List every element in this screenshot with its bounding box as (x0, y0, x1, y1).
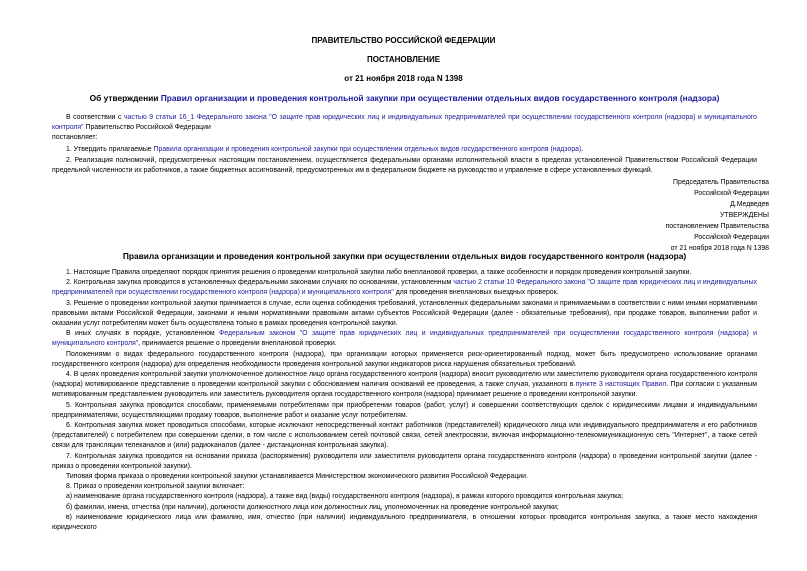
document-title: Об утверждении Правил организации и проведения контрольной закупки при осуществлении отдельных видов государственного контроля (надзора) (89, 93, 720, 103)
rule-5: 5. Контрольная закупка проводится способами, применяемыми потребителями при приобретении товаров (работ, услуг) и совершении соответствующих сделок с юридическими лицами и индивидуальными предпринимателями, осуществляющими продажу товаров, выполнение работ и оказание услуг потребителям. (52, 401, 757, 419)
signature-line-3: Д.Медведев (730, 201, 769, 208)
preamble: В соответствии с частью 9 статьи 16_1 Федерального закона "О защите прав юридических лиц и индивидуальных предпринимателей при осуществлении государственного контроля (надзора) и муниципального контроля" Правительство Российской Федерации постановляет: (52, 113, 757, 144)
rule-8: 8. Приказ о проведении контрольной закупки включает: (66, 483, 245, 491)
rules-title: Правила организации и проведения контрольной закупки при осуществлении отдельных видов государственного контроля (надзора) (122, 251, 687, 261)
signature-line-2: Российской Федерации (694, 190, 769, 197)
rules-link[interactable]: Правила организации и проведения контрольной закупки при осуществлении отдельных видов государственного контроля (надзора) (153, 146, 582, 153)
resolves-text: постановляет: (52, 134, 98, 142)
document-date-number: от 21 ноября 2018 года N 1398 (344, 74, 463, 83)
rule-7-form: Типовая форма приказа о проведении контрольной закупки устанавливается Министерством экономического развития Российской Федерации. (66, 473, 528, 481)
rule-6: 6. Контрольная закупка может проводиться способами, которые исключают непосредственный контакт работников (представителей) юридического лица или индивидуального предпринимателя и его работников (представителей) с потребителем при совершении сделки, в том числе с использованием сетей почтовой связи, сетей электросвязи, включая информационно-телекоммуникационную сеть "Интернет", а также сетей связи для трансляции телеканалов и (или) радиоканалов (далее - дистанционная контрольная закупка). (52, 422, 757, 450)
signature-block (666, 177, 770, 254)
federal-law-link[interactable]: Федеральным законом "О защите прав юридических лиц и индивидуальных предпринимателей при осуществлении государственного контроля (надзора) и муниципального контроля" (52, 330, 757, 348)
approved-line-4: от 21 ноября 2018 года N 1398 (670, 245, 769, 252)
rule-1: 1. Настоящие Правила определяют порядок принятия решения о проведении контрольной закупки либо внеплановой проверки, а также особенности и порядок проведения контрольной закупки. (66, 269, 692, 276)
rule-2-law-link[interactable]: частью 2 статьи 10 Федерального закона "О защите прав юридических лиц и индивидуальных предпринимателей при осуществлении государственного контроля (надзора) и муниципального контроля" (52, 279, 757, 297)
rule-3-other-cases: В иных случаях в порядке, установленном Федеральным законом "О защите прав юридических лиц и индивидуальных предпринимателей при осуществлении государственного контроля (надзора) и муниципального контроля", принимается решение о проведении внеплановой проверки. (52, 330, 757, 348)
item-1: 1. Утвердить прилагаемые Правила организации и проведения контрольной закупки при осуществлении отдельных видов государственного контроля (надзора). (66, 146, 584, 153)
rule-3-provisions: Положениями о видах федерального государственного контроля (надзора), при организации которых применяется риск-ориентированный подход, может быть предусмотрено использование органами государственного контроля (надзора) для определения необходимости проведения контрольной закупки индикаторов риска нарушения обязательных требований. (52, 350, 757, 368)
rule-8-a: а) наименование органа государственного контроля (надзора), а также вид (виды) государственного контроля (надзора), в рамках которого проводится контрольная закупка; (66, 493, 624, 501)
approved-line-2: постановлением Правительства (665, 223, 769, 230)
rule-8-c: в) наименование юридического лица или фамилию, имя, отчество (при наличии) индивидуального предпринимателя, в отношении которых проводится контрольная закупка, а также место нахождения юридического (52, 513, 757, 532)
item-2: 2. Реализация полномочий, предусмотренных настоящим постановлением, осуществляется федеральными органами исполнительной власти в пределах установленной Правительством Российской Федерации предельной численности их работников, а также бюджетных ассигнований, предусмотренных им в федеральном бюджете на руководство и управление в сфере установленных функций. (52, 157, 757, 175)
rule-7: 7. Контрольная закупка проводится на основании приказа (распоряжения) руководителя или заместителя руководителя органа государственного контроля (надзора) о проведении контрольной закупки (далее - приказ о проведении контрольной закупки). (52, 452, 757, 470)
government-header: ПРАВИТЕЛЬСТВО РОССИЙСКОЙ ФЕДЕРАЦИИ (311, 36, 496, 45)
approved-line-3: Российской Федерации (694, 234, 769, 241)
document-type: ПОСТАНОВЛЕНИЕ (366, 55, 441, 64)
law-article-link[interactable]: частью 9 статьи 16_1 Федерального закона "О защите прав юридических лиц и индивидуальных предпринимателей при осуществлении государственного контроля (надзора) и муниципального контроля" (52, 114, 757, 132)
rules-body (52, 268, 757, 533)
rule-4: 4. В целях проведения контрольной закупки уполномоченное должностное лицо органа государственного контроля (надзора) вносит руководителю или заместителю руководителя органа государственного контроля (надзора) мотивированное представление о проведении контрольной закупки с обоснованием наличия оснований ее проведения, а также случая, указанного в пункте 3 настоящих Правил. При согласии с указанным мотивированным представлением руководитель или заместитель руководителя органа государственного контроля (надзора) принимает решение о проведении контрольной закупки. (52, 371, 757, 399)
signature-line-1: Председатель Правительства (673, 179, 769, 186)
title-rules-link[interactable]: Правил организации и проведения контрольной закупки при осуществлении отдельных видов государственного контроля (надзора) (160, 93, 720, 103)
rule-8-b: б) фамилии, имена, отчества (при наличии), должности должностного лица или должностных лиц, уполномоченных на проведение контрольной закупки; (66, 503, 559, 511)
approved-line-1: УТВЕРЖДЕНЫ (720, 212, 769, 219)
rule-3: 3. Решение о проведении контрольной закупки принимается в случае, если оценка соблюдения требований, установленных федеральными законами и принимаемыми в соответствии с ними иными нормативными правовыми актами Российской Федерации, законами и иными нормативными правовыми актами субъектов Российской Федерации (далее - обязательные требования), при продаже товаров, выполнении работ и оказании услуг потребителям может быть осуществлена только в рамках проведения контрольной закупки. (52, 299, 757, 328)
point-3-link[interactable]: пункте 3 настоящих Правил (575, 381, 667, 389)
rule-2: 2. Контрольная закупка проводится в установленных федеральными законами случаях по основаниям, установленным частью 2 статьи 10 Федерального закона "О защите прав юридических лиц и индивидуальных предпринимателей при осуществлении государственного контроля (надзора) и муниципального контроля" для проведения внеплановых выездных проверок. (52, 279, 757, 297)
